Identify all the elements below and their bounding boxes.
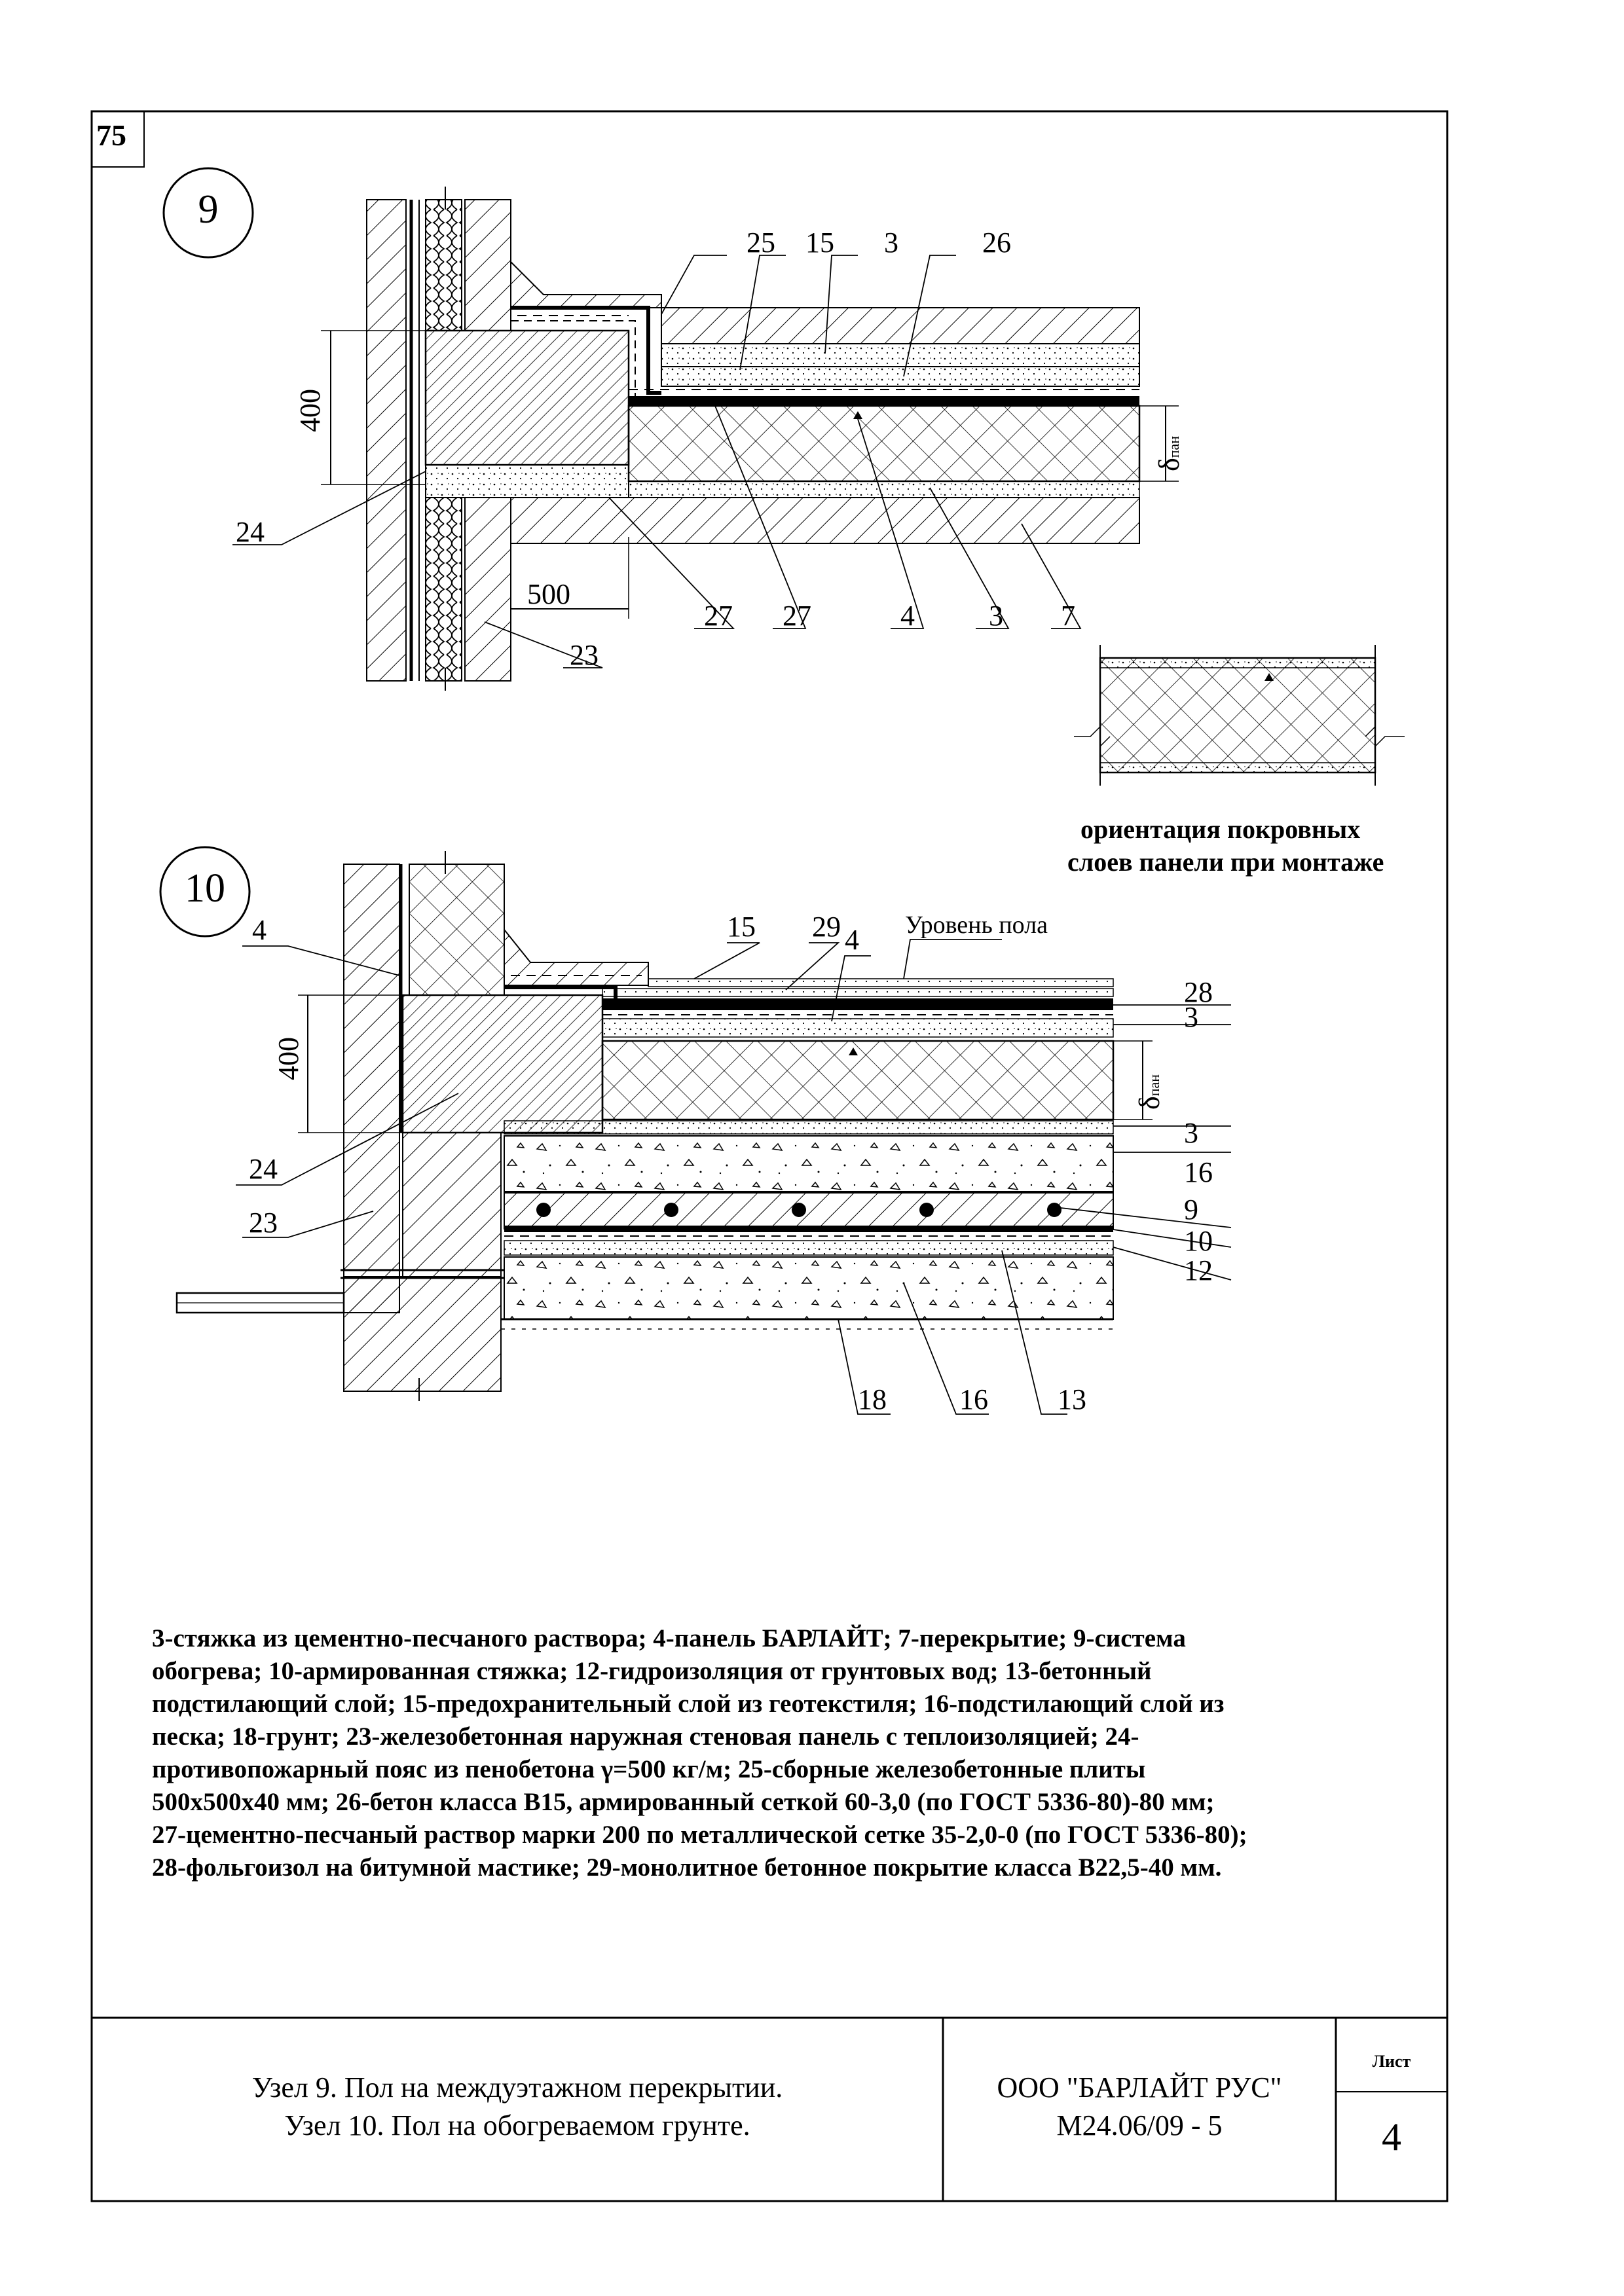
sheet-label: Лист xyxy=(1372,2052,1411,2071)
label-500: 500 xyxy=(527,578,570,610)
label-26: 26 xyxy=(982,227,1011,259)
title-block-organization xyxy=(943,2026,1336,2145)
delta-label-10 xyxy=(1134,1074,1166,1110)
legend-line: обогрева; 10-армированная стяжка; 12-гидроизоляция от грунтовых вод; 13-бетонный xyxy=(152,1657,1152,1685)
delta-subscript-9: пан xyxy=(1166,435,1182,458)
label-3-9: 3 xyxy=(989,600,1003,632)
label-29: 29 xyxy=(812,911,841,943)
label-3b-10: 3 xyxy=(1184,1117,1198,1149)
heating-pipe-dot xyxy=(1047,1203,1061,1217)
label-7: 7 xyxy=(1061,600,1075,632)
label-18: 18 xyxy=(858,1383,887,1415)
legend xyxy=(152,1622,1435,1884)
page-number: 4 xyxy=(1382,2115,1401,2159)
label-12: 12 xyxy=(1184,1254,1213,1286)
legend-line: 27-цементно-песчаный раствор марки 200 по металлической сетке 35-2,0-0 (по ГОСТ 5336-80); xyxy=(152,1821,1247,1849)
label-16a: 16 xyxy=(1184,1156,1213,1188)
title-line-1: Узел 9. Пол на междуэтажном перекрытии. xyxy=(251,2071,783,2104)
label-16b: 16 xyxy=(959,1383,988,1415)
document-code: М24.06/09 - 5 xyxy=(1056,2109,1223,2141)
label-9: 9 xyxy=(1184,1194,1198,1226)
title-line-2: Узел 10. Пол на обогреваемом грунте. xyxy=(284,2109,750,2141)
legend-line: 3-стяжка из цементно-песчаного раствора; 4-панель БАРЛАЙТ; 7-перекрытие; 9-система xyxy=(152,1624,1186,1652)
label-3-top: 3 xyxy=(884,227,898,259)
org-name: ООО "БАРЛАЙТ РУС" xyxy=(997,2071,1282,2104)
label-25: 25 xyxy=(747,227,775,259)
heating-pipe-dot xyxy=(664,1203,678,1217)
label-4-left: 4 xyxy=(252,914,267,946)
detail9-number: 9 xyxy=(198,187,219,232)
heating-pipe-dot xyxy=(919,1203,934,1217)
label-27a: 27 xyxy=(704,600,733,632)
detail10-number: 10 xyxy=(185,866,225,911)
heating-pipe-dot xyxy=(792,1203,806,1217)
orientation-note-line1: ориентация покровных xyxy=(1080,814,1361,844)
label-13: 13 xyxy=(1058,1383,1086,1415)
legend-line: 500х500х40 мм; 26-бетон класса В15, армированный сеткой 60-3,0 (по ГОСТ 5336-80)-80 мм; xyxy=(152,1788,1215,1816)
delta-subscript-10: пан xyxy=(1146,1074,1162,1097)
delta-label-9 xyxy=(1153,436,1185,471)
sheet-number: 75 xyxy=(96,118,126,152)
label-400-10: 400 xyxy=(272,1037,304,1080)
floor-level-label: Уровень пола xyxy=(905,911,1048,939)
label-24-9: 24 xyxy=(236,516,265,548)
label-3a-10: 3 xyxy=(1184,1001,1198,1033)
delta-symbol-10: δ xyxy=(1134,1096,1166,1110)
legend-line: 28-фольгоизол на битумной мастике; 29-монолитное бетонное покрытие класса В22,5-40 мм. xyxy=(152,1853,1222,1882)
label-23-9: 23 xyxy=(570,639,599,671)
label-28: 28 xyxy=(1184,976,1213,1008)
label-15: 15 xyxy=(805,227,834,259)
detail10-drawing xyxy=(177,851,1231,1414)
label-4-10: 4 xyxy=(845,924,859,956)
label-23-10: 23 xyxy=(249,1207,278,1239)
label-24-10: 24 xyxy=(249,1153,278,1185)
label-10: 10 xyxy=(1184,1225,1213,1257)
legend-line: подстилающий слой; 15-предохранительный слой из геотекстиля; 16-подстилающий слой из xyxy=(152,1690,1225,1718)
orientation-sketch xyxy=(1074,645,1405,786)
label-4-9: 4 xyxy=(900,600,915,632)
label-15-10: 15 xyxy=(727,911,756,943)
orientation-note-line2: слоев панели при монтаже xyxy=(1067,847,1384,877)
label-400-9: 400 xyxy=(294,389,326,432)
legend-line: противопожарный пояс из пенобетона γ=500 кг/м; 25-сборные железобетонные плиты xyxy=(152,1755,1146,1783)
title-block-title xyxy=(92,2026,943,2145)
heating-pipe-dot xyxy=(536,1203,551,1217)
legend-line: песка; 18-грунт; 23-железобетонная наружная стеновая панель с теплоизоляцией; 24- xyxy=(152,1722,1139,1751)
delta-symbol-9: δ xyxy=(1153,458,1185,471)
label-27b: 27 xyxy=(783,600,811,632)
